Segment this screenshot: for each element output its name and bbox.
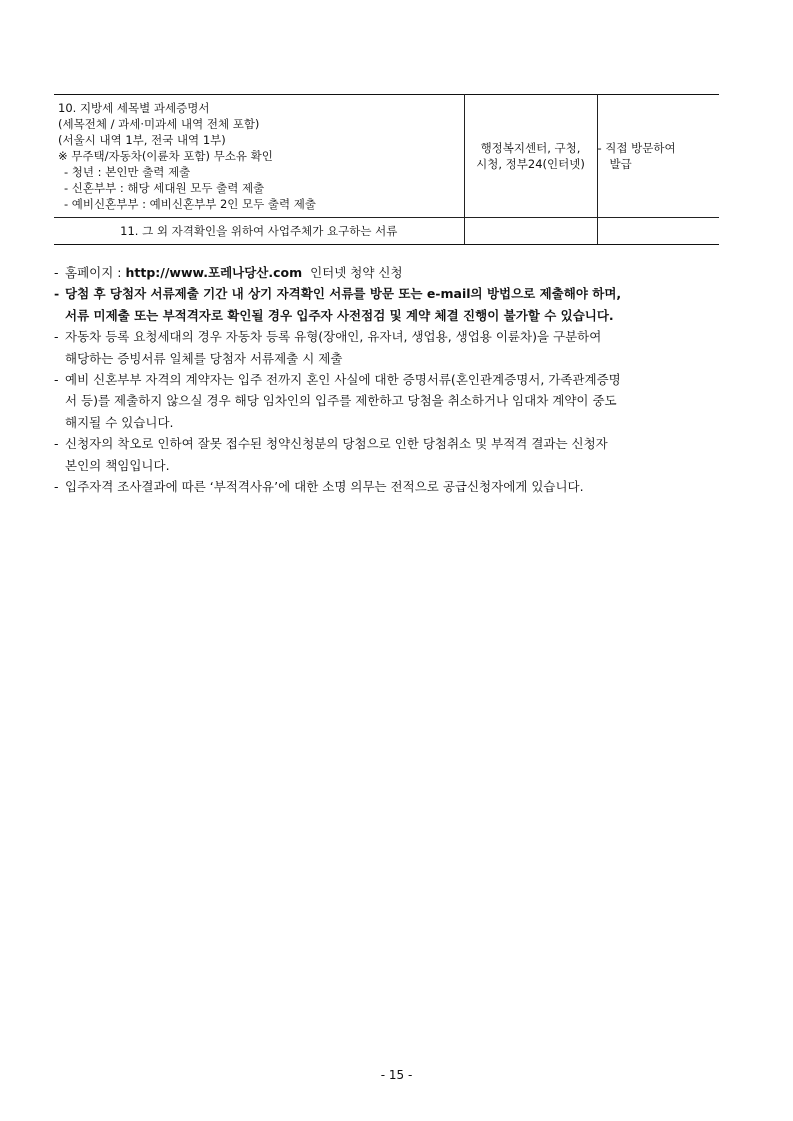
list-item: [54, 326, 719, 369]
homepage-label: 홈페이지 :: [65, 265, 126, 280]
note-line: 서류 미제출 또는 부적격자로 확인될 경우 입주자 사전점검 및 계약 체결 진행이 불가할 수 있습니다.: [65, 307, 614, 323]
note-line: 당첨 후 당첨자 서류제출 기간 내 상기 자격확인 서류를 방문 또는 e-mail의 방법으로 제출해야 하며,: [65, 286, 622, 302]
list-item: [54, 262, 719, 283]
list-item: [54, 283, 719, 326]
method-cell: [597, 218, 719, 245]
document-note: ※ 무주택/자동차(이륜차 포함) 무소유 확인: [58, 149, 273, 163]
issuer-line: 시청, 정부24(인터넷): [476, 157, 585, 171]
page-number: - 15 -: [380, 1068, 413, 1082]
note-line: 신청자의 착오로 인하여 잘못 접수된 청약신청분의 당첨으로 인한 당첨취소 및 부적격 결과는 신청자: [65, 436, 608, 452]
method-line: - 직접 방문하여: [597, 141, 676, 155]
bullet-dash: -: [54, 436, 59, 452]
document-title: 10. 지방세 세목별 과세증명서: [58, 101, 210, 115]
document-copies: (서울시 내역 1부, 전국 내역 1부): [58, 133, 226, 147]
note-line: 해당하는 증빙서류 일체를 당첨자 서류제출 시 제출: [65, 350, 343, 366]
document-sub-item: - 신혼부부 : 해당 세대원 모두 출력 제출: [64, 181, 265, 195]
note-line: 해지될 수 있습니다.: [65, 414, 174, 430]
document-scope: (세목전체 / 과세·미과세 내역 전체 포함): [58, 117, 260, 131]
note-line: 자동차 등록 요청세대의 경우 자동차 등록 유형(장애인, 유자녀, 생업용, 생업용 이륜차)을 구분하여: [65, 329, 602, 345]
issuer-cell: [464, 95, 597, 218]
issuer-cell: [464, 218, 597, 245]
table-row: [54, 95, 719, 218]
table-row: [54, 218, 719, 245]
document-sub-item: - 예비신혼부부 : 예비신혼부부 2인 모두 출력 제출: [64, 197, 316, 211]
bullet-dash: -: [54, 265, 59, 280]
note-line: 예비 신혼부부 자격의 계약자는 입주 전까지 혼인 사실에 대한 증명서류(혼인관계증명서, 가족관계증명: [65, 372, 621, 388]
note-line: 본인의 책임입니다.: [65, 457, 170, 473]
list-item: [54, 433, 719, 476]
document-sub-item: - 청년 : 본인만 출력 제출: [64, 165, 191, 179]
list-item: [54, 476, 719, 497]
homepage-link[interactable]: http://www.포레나당산.com: [125, 265, 303, 280]
documents-table: [54, 94, 719, 245]
document-description-cell: 11. 그 외 자격확인을 위하여 사업주체가 요구하는 서류: [54, 218, 464, 245]
homepage-suffix: 인터넷 청약 신청: [302, 265, 403, 280]
issuer-line: 행정복지센터, 구청,: [480, 141, 581, 155]
note-line: 입주자격 조사결과에 따른 ‘부적격사유’에 대한 소명 의무는 전적으로 공급신청자에게 있습니다.: [65, 479, 584, 495]
list-item: [54, 369, 719, 433]
bullet-dash: -: [54, 479, 59, 495]
notes-list: [54, 262, 719, 497]
bullet-dash: -: [54, 372, 59, 388]
method-line: 발급: [609, 157, 632, 171]
document-description-cell: [54, 95, 464, 218]
method-cell: [597, 95, 719, 218]
bullet-dash: -: [54, 286, 60, 302]
note-line: 서 등)를 제출하지 않으실 경우 해당 임차인의 입주를 제한하고 당첨을 취소하거나 임대차 계약이 중도: [65, 393, 617, 409]
bullet-dash: -: [54, 329, 59, 345]
